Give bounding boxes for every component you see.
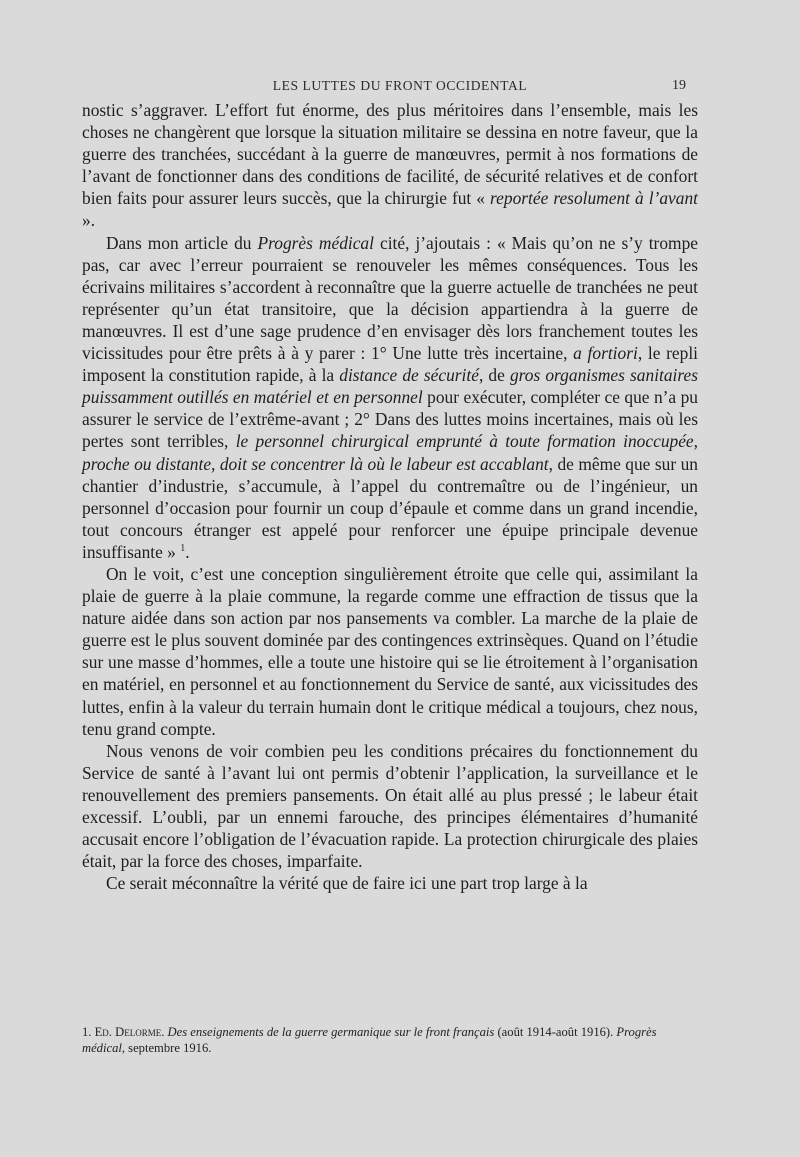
paragraph <box>82 563 698 740</box>
paragraph <box>82 232 698 563</box>
footnote-author-initial: Ed. <box>94 1025 112 1039</box>
footnote-author-surname: Delorme. <box>115 1025 165 1039</box>
italic-text: gros organismes sanitaires puissamment outillés en matériel et en personnel <box>82 365 698 408</box>
paragraph-text: Nous venons de voir combien peu les conditions précaires du fonctionnement du Service de santé à l’avant lui ont permis d’obtenir l’application, la surveillance et le renouvellement des premiers pansements. On était allé au plus pressé ; le labeur était excessif. L’oubli, par un ennemi farouche, des principes élémentaires d’humanité accusait encore l’obligation de l’évacuation rapide. La protection chirurgicale des plaies était, par la force des choses, imparfaite. <box>82 740 698 872</box>
paragraph-text: nostic s’aggraver. L’effort fut énorme, des plus méritoires dans l’ensemble, mais les choses ne changèrent que lorsque la situation militaire se dessina en notre faveur, que la guerre des tranchées, succédant à la guerre de manœuvres, permit à nos formations de l’avant de fonctionner dans des conditions de facilité, de sécurité relatives et de confort bien faits pour assurer leurs succès, que la chirurgie fut « <box>82 100 698 209</box>
paragraph-text: cité, j’ajoutais : « Mais qu’on ne s’y trompe pas, car avec l’erreur pourraient se renouveler les mêmes conséquences. Tous les écrivains militaires s’accordent à reconnaître que la guerre actuelle de tranchées ne peut représenter qu’un état transitoire, que la décision appartiendra à la guerre de manœuvres. Il est d’une sage prudence d’en envisager dès lors franchement toutes les vicissitudes pour être prêts à à y parer : 1° Une lutte très incertaine, <box>82 232 698 364</box>
italic-text: a fortiori <box>573 343 638 364</box>
footnote-dates: (août 1914-août 1916). <box>497 1025 614 1039</box>
paragraph <box>82 740 698 873</box>
paragraph-text: , de même que sur un chantier d’industrie, s’accumule, à l’appel du contremaître ou de l’ingénieur, un personnel d’occasion pour fournir un coup d’épaule et comme dans un grand incendie, tout concours étranger est appelé pour renforcer une épuipe principale devenue insuffisante » <box>82 453 698 562</box>
paragraph-text: , le repli imposent la constitution rapide, à la <box>82 343 699 386</box>
footnote-reference: 1 <box>180 543 186 555</box>
footnote <box>82 1024 698 1056</box>
paragraph-text: ». <box>82 210 96 231</box>
footnote-marker: 1. <box>82 1025 92 1039</box>
running-title: LES LUTTES DU FRONT OCCIDENTAL <box>272 78 528 93</box>
paragraph-text: pour exécuter, compléter ce que n’a pu assurer le service de l’extrême-avant ; 2° Dans des luttes moins incertaines, mais où les pertes sont terribles, <box>82 387 698 452</box>
footnote-title: Des enseignements de la guerre germanique sur le front français <box>167 1025 495 1039</box>
paragraph <box>82 872 698 894</box>
italic-text: distance de sécurité <box>339 365 479 386</box>
italic-text: Progrès médical <box>257 232 374 253</box>
paragraph-text: On le voit, c’est une conception singulièrement étroite que celle qui, assimilant la plaie de guerre à la plaie commune, la regarde comme une effraction de tissus que la nature aidée dans son action par nos pansements va combler. La marche de la plaie de guerre est le plus souvent dominée par des contingences extrinsèques. Quand on l’étudie sur une masse d’hommes, elle a toute une histoire qui se lie étroitement à l’organisation en matériel, en personnel et au fonctionnement du Service de santé, aux vicissitudes des luttes, enfin à la valeur du terrain humain dont le critique médical a toujours, chez nous, tenu grand compte. <box>82 563 698 739</box>
running-head <box>0 78 800 98</box>
footnote-issue: , septembre 1916. <box>121 1041 212 1055</box>
italic-text: reportée resolument à l’avant <box>490 188 698 209</box>
footnote-journal: Progrès médical <box>82 1025 657 1055</box>
paragraph-text: Ce serait méconnaître la vérité que de faire ici une part trop large à la <box>106 873 588 894</box>
italic-text: le personnel chirurgical emprunté à toute formation inoccupée, proche ou distante, doit se concentrer là où le labeur est accablant <box>82 431 698 474</box>
paragraph <box>82 99 698 232</box>
paragraph-text: , de <box>478 365 510 386</box>
page-number: 19 <box>672 78 686 93</box>
body-text <box>82 99 698 894</box>
paragraph-text: . <box>185 541 190 562</box>
paragraph-text: Dans mon article du <box>106 232 258 253</box>
